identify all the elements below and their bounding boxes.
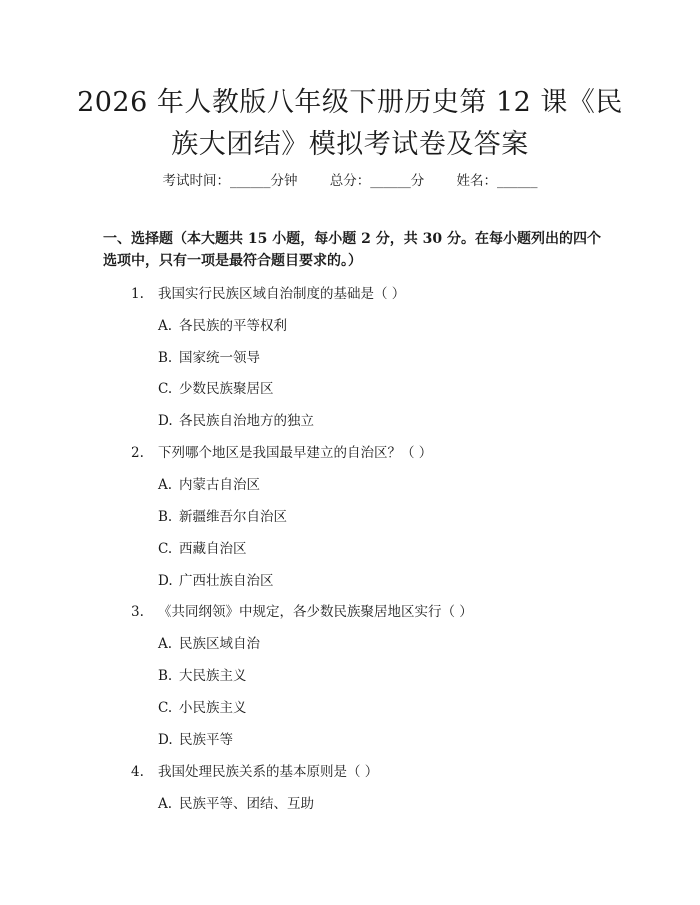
option-text: 内蒙古自治区	[179, 477, 260, 493]
question-number: 2.	[131, 445, 144, 461]
option-letter: C.	[158, 700, 173, 716]
question-4	[131, 760, 378, 780]
option-letter: A.	[158, 318, 173, 334]
option-2a	[158, 473, 260, 493]
option-letter: B.	[158, 350, 173, 366]
exam-title-line-1: 2026 年人教版八年级下册历史第 12 课《民	[77, 87, 623, 118]
question-text: 《共同纲领》中规定，各少数民族聚居地区实行（ ）	[158, 604, 473, 620]
option-letter: A.	[158, 477, 173, 493]
option-text: 新疆维吾尔自治区	[179, 509, 287, 525]
total-score-field: 总分：______分	[329, 173, 425, 189]
option-letter: B.	[158, 668, 173, 684]
exam-title	[60, 82, 640, 166]
option-2d	[158, 569, 274, 589]
option-letter: C.	[158, 541, 173, 557]
option-text: 西藏自治区	[179, 541, 247, 557]
exam-title-line-2: 族大团结》模拟考试卷及答案	[171, 129, 529, 160]
question-text: 我国处理民族关系的基本原则是（ ）	[158, 764, 379, 780]
option-1c	[158, 377, 274, 397]
option-text: 民族区域自治	[179, 636, 260, 652]
option-text: 民族平等	[179, 732, 233, 748]
option-text: 各民族的平等权利	[179, 318, 287, 334]
question-text: 我国实行民族区域自治制度的基础是（ ）	[158, 286, 406, 302]
question-number: 3.	[131, 604, 144, 620]
student-name-field: 姓名：______	[456, 173, 538, 189]
option-3a	[158, 632, 260, 652]
option-letter: D.	[158, 573, 173, 589]
option-text: 国家统一领导	[179, 350, 260, 366]
question-number: 1.	[131, 286, 144, 302]
option-3b	[158, 664, 247, 684]
option-3d	[158, 728, 233, 748]
question-number: 4.	[131, 764, 144, 780]
question-1	[131, 282, 405, 302]
option-3c	[158, 696, 247, 716]
question-2	[131, 441, 432, 461]
option-text: 各民族自治地方的独立	[179, 413, 314, 429]
option-letter: A.	[158, 636, 173, 652]
option-1b	[158, 346, 260, 366]
question-text: 下列哪个地区是我国最早建立的自治区？（ ）	[158, 445, 433, 461]
exam-time-field: 考试时间：______分钟	[162, 173, 298, 189]
option-2b	[158, 505, 287, 525]
exam-meta	[0, 169, 700, 189]
question-3	[131, 600, 473, 620]
option-1a	[158, 314, 287, 334]
option-text: 小民族主义	[179, 700, 247, 716]
option-letter: D.	[158, 413, 173, 429]
option-text: 民族平等、团结、互助	[179, 796, 314, 812]
option-4a	[158, 792, 314, 812]
option-text: 大民族主义	[179, 668, 247, 684]
option-letter: D.	[158, 732, 173, 748]
option-letter: A.	[158, 796, 173, 812]
option-text: 广西壮族自治区	[179, 573, 274, 589]
option-1d	[158, 409, 314, 429]
option-letter: B.	[158, 509, 173, 525]
option-2c	[158, 537, 247, 557]
option-text: 少数民族聚居区	[179, 381, 274, 397]
option-letter: C.	[158, 381, 173, 397]
section-heading: 一、选择题（本大题共 15 小题，每小题 2 分，共 30 分。在每小题列出的四个选项中，只有一项是最符合题目要求的。）	[103, 231, 601, 269]
